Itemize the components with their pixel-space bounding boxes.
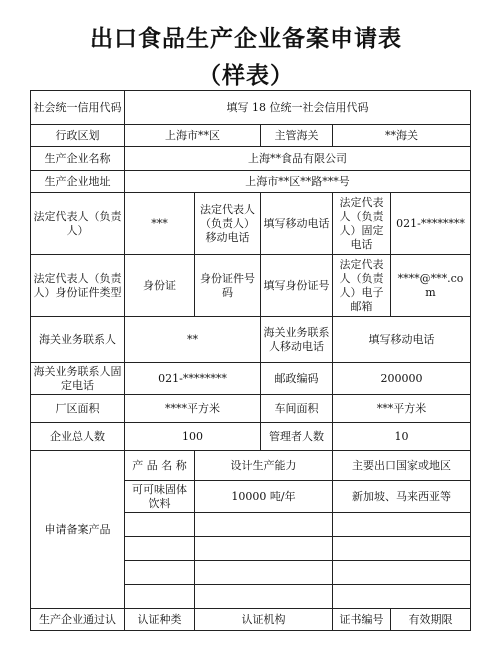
product-name-cell[interactable] <box>125 513 195 537</box>
customs-label: 主管海关 <box>261 125 333 147</box>
legal-rep-value[interactable]: *** <box>125 193 195 255</box>
row-contact-landline <box>31 363 471 395</box>
company-address-label: 生产企业地址 <box>31 171 125 193</box>
products-header-name: 产 品 名 称 <box>125 451 195 481</box>
product-capacity-cell[interactable]: 10000 吨/年 <box>195 481 333 513</box>
product-market-cell[interactable]: 新加坡、马来西亚等 <box>333 481 471 513</box>
filing-application-form <box>30 90 471 631</box>
product-name-cell[interactable] <box>125 561 195 585</box>
row-area <box>31 395 471 423</box>
district-label: 行政区划 <box>31 125 125 147</box>
row-customs-contact <box>31 317 471 363</box>
legal-landline-label: 法定代表人（负责人）固定电话 <box>333 193 391 255</box>
legal-email-label: 法定代表人（负责人）电子邮箱 <box>333 255 391 317</box>
managers-value[interactable]: 10 <box>333 423 471 451</box>
legal-id-type-value[interactable]: 身份证 <box>125 255 195 317</box>
row-company-address <box>31 171 471 193</box>
contact-landline-label: 海关业务联系人固定电话 <box>31 363 125 395</box>
row-company-name <box>31 147 471 171</box>
product-capacity-cell[interactable] <box>195 561 333 585</box>
managers-label: 管理者人数 <box>261 423 333 451</box>
legal-id-no-value[interactable]: 填写身份证号 <box>261 255 333 317</box>
row-district <box>31 125 471 147</box>
product-name-cell[interactable] <box>125 537 195 561</box>
factory-area-label: 厂区面积 <box>31 395 125 423</box>
legal-id-no-label: 身份证件号码 <box>195 255 261 317</box>
legal-id-type-label: 法定代表人（负责人）身份证件类型 <box>31 255 125 317</box>
product-capacity-cell[interactable] <box>195 513 333 537</box>
customs-contact-value[interactable]: ** <box>125 317 261 363</box>
certification-header-body: 认证机构 <box>195 609 333 631</box>
customs-contact-label: 海关业务联系人 <box>31 317 125 363</box>
certification-header-number: 证书编号 <box>333 609 391 631</box>
legal-rep-label: 法定代表人（负责人） <box>31 193 125 255</box>
contact-mobile-label: 海关业务联系人移动电话 <box>261 317 333 363</box>
contact-mobile-value[interactable]: 填写移动电话 <box>333 317 471 363</box>
products-label: 申请备案产品 <box>31 451 125 609</box>
product-name-cell[interactable]: 可可味固体饮料 <box>125 481 195 513</box>
workshop-area-value[interactable]: ***平方米 <box>333 395 471 423</box>
postcode-value[interactable]: 200000 <box>333 363 471 395</box>
form-title: 出口食品生产企业备案申请表 <box>90 26 402 52</box>
workshop-area-label: 车间面积 <box>261 395 333 423</box>
certification-header-validity: 有效期限 <box>391 609 471 631</box>
legal-mobile-value[interactable]: 填写移动电话 <box>261 193 333 255</box>
certification-header-type: 认证种类 <box>125 609 195 631</box>
legal-mobile-label: 法定代表人（负责人）移动电话 <box>195 193 261 255</box>
products-header-market: 主要出口国家或地区 <box>333 451 471 481</box>
customs-value[interactable]: **海关 <box>333 125 471 147</box>
product-market-cell[interactable] <box>333 537 471 561</box>
total-staff-value[interactable]: 100 <box>125 423 261 451</box>
product-capacity-cell[interactable] <box>195 585 333 609</box>
row-credit-code <box>31 91 471 125</box>
legal-email-value[interactable]: ****@***.com <box>391 255 471 317</box>
company-name-value[interactable]: 上海**食品有限公司 <box>125 147 471 171</box>
product-name-cell[interactable] <box>125 585 195 609</box>
total-staff-label: 企业总人数 <box>31 423 125 451</box>
product-capacity-cell[interactable] <box>195 537 333 561</box>
product-market-cell[interactable] <box>333 585 471 609</box>
product-market-cell[interactable] <box>333 561 471 585</box>
postcode-label: 邮政编码 <box>261 363 333 395</box>
product-market-cell[interactable] <box>333 513 471 537</box>
row-legal-id <box>31 255 471 317</box>
form-subtitle: （样表） <box>198 63 294 89</box>
row-legal-rep <box>31 193 471 255</box>
row-staff <box>31 423 471 451</box>
products-header-capacity: 设计生产能力 <box>195 451 333 481</box>
credit-code-value[interactable]: 填写 18 位统一社会信用代码 <box>125 91 471 125</box>
certification-label: 生产企业通过认 <box>31 609 125 631</box>
district-value[interactable]: 上海市**区 <box>125 125 261 147</box>
products-header-row <box>31 451 471 481</box>
factory-area-value[interactable]: ****平方米 <box>125 395 261 423</box>
credit-code-label: 社会统一信用代码 <box>31 91 125 125</box>
legal-landline-value[interactable]: 021-******** <box>391 193 471 255</box>
company-name-label: 生产企业名称 <box>31 147 125 171</box>
row-certification <box>31 609 471 631</box>
company-address-value[interactable]: 上海市**区**路***号 <box>125 171 471 193</box>
contact-landline-value[interactable]: 021-******** <box>125 363 261 395</box>
